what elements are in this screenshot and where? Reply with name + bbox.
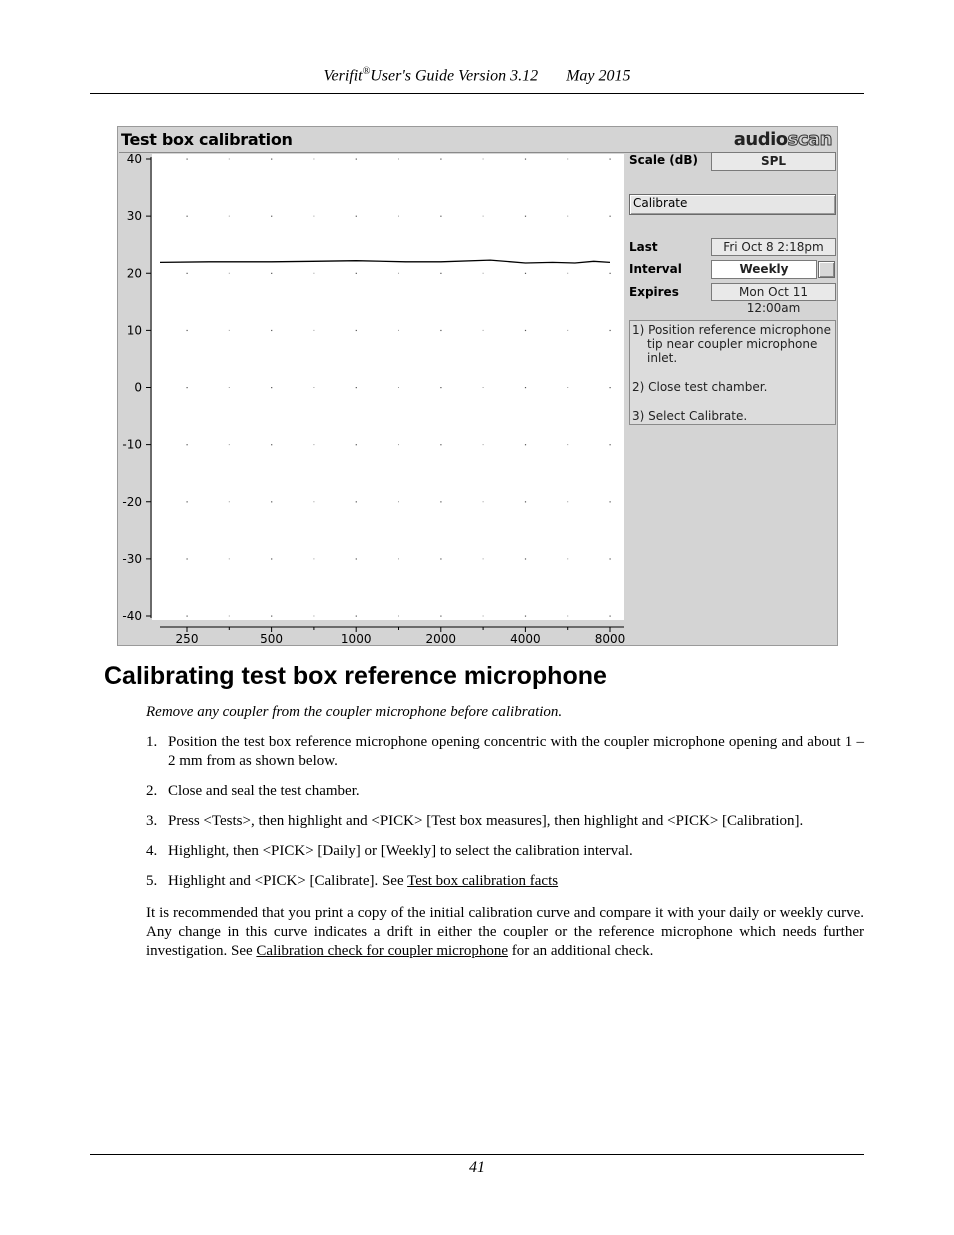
interval-dropdown-button[interactable] bbox=[818, 261, 835, 278]
grid-dot bbox=[187, 273, 188, 274]
last-label: Last bbox=[629, 240, 658, 254]
grid-dot bbox=[187, 387, 188, 388]
grid-dot bbox=[483, 330, 484, 331]
grid-dot bbox=[356, 159, 357, 160]
grid-dot bbox=[187, 159, 188, 160]
grid-dot bbox=[187, 501, 188, 502]
expires-label: Expires bbox=[629, 285, 679, 299]
grid-dot bbox=[610, 558, 611, 559]
x-tick-label: 1000 bbox=[340, 632, 372, 645]
grid-dot bbox=[525, 616, 526, 617]
grid-dot bbox=[313, 159, 314, 160]
grid-dot bbox=[398, 501, 399, 502]
grid-dot bbox=[483, 616, 484, 617]
grid-dot bbox=[610, 273, 611, 274]
header-rule bbox=[90, 93, 864, 94]
section-note: Remove any coupler from the coupler microphone before calibration. bbox=[146, 704, 563, 720]
y-tick-label: -40 bbox=[122, 609, 142, 623]
grid-dot bbox=[229, 558, 230, 559]
grid-dot bbox=[398, 159, 399, 160]
y-tick-label: 0 bbox=[134, 380, 142, 395]
grid-dot bbox=[483, 273, 484, 274]
screen-title: Test box calibration bbox=[121, 130, 293, 149]
grid-dot bbox=[610, 616, 611, 617]
grid-dot bbox=[440, 558, 441, 559]
grid-dot bbox=[567, 616, 568, 617]
grid-dot bbox=[525, 387, 526, 388]
footer-rule bbox=[90, 1154, 864, 1155]
audioscan-logo: audioscan bbox=[733, 129, 832, 150]
grid-dot bbox=[356, 558, 357, 559]
grid-dot bbox=[313, 216, 314, 217]
grid-dot bbox=[187, 616, 188, 617]
grid-dot bbox=[567, 330, 568, 331]
grid-dot bbox=[525, 330, 526, 331]
grid-dot bbox=[313, 501, 314, 502]
grid-dot bbox=[229, 159, 230, 160]
grid-dot bbox=[313, 616, 314, 617]
grid-dot bbox=[398, 616, 399, 617]
grid-dot bbox=[229, 387, 230, 388]
grid-dot bbox=[356, 273, 357, 274]
grid-dot bbox=[271, 159, 272, 160]
grid-dot bbox=[483, 159, 484, 160]
y-tick-label: 20 bbox=[126, 266, 142, 281]
grid-dot bbox=[271, 616, 272, 617]
y-tick-label: -10 bbox=[122, 437, 142, 452]
step-item: 5. Highlight and <PICK> [Calibrate]. See Test box calibration facts bbox=[146, 873, 559, 889]
y-tick-label: -30 bbox=[122, 551, 142, 566]
instruction-1: 1) Position reference microphone tip near coupler microphone inlet. bbox=[632, 323, 831, 365]
step-item: 3. Press <Tests>, then highlight and <PICK> [Test box measures], then highlight and <PICK> [Calibration]. bbox=[146, 813, 804, 829]
grid-dot bbox=[567, 273, 568, 274]
grid-dot bbox=[398, 216, 399, 217]
page-header bbox=[0, 66, 954, 85]
instruction-3: 3) Select Calibrate. bbox=[632, 409, 748, 423]
test-box-calibration-facts-link[interactable]: Test box calibration facts bbox=[407, 873, 559, 889]
grid-dot bbox=[610, 501, 611, 502]
header-date: May 2015 bbox=[566, 67, 631, 85]
grid-dot bbox=[440, 501, 441, 502]
grid-dot bbox=[313, 387, 314, 388]
calibration-check-link[interactable]: Calibration check for coupler microphone bbox=[256, 943, 508, 959]
grid-dot bbox=[525, 558, 526, 559]
grid-dot bbox=[525, 159, 526, 160]
grid-dot bbox=[398, 273, 399, 274]
grid-dot bbox=[271, 387, 272, 388]
interval-select[interactable]: Weekly bbox=[711, 260, 817, 279]
grid-dot bbox=[187, 558, 188, 559]
grid-dot bbox=[398, 387, 399, 388]
last-value-field: Fri Oct 8 2:18pm bbox=[711, 238, 836, 256]
instruction-2: 2) Close test chamber. bbox=[632, 380, 768, 394]
grid-dot bbox=[271, 558, 272, 559]
interval-label: Interval bbox=[629, 262, 682, 276]
grid-dot bbox=[271, 444, 272, 445]
grid-dot bbox=[271, 273, 272, 274]
grid-dot bbox=[567, 387, 568, 388]
grid-dot bbox=[229, 444, 230, 445]
grid-dot bbox=[356, 387, 357, 388]
grid-dot bbox=[440, 616, 441, 617]
section-heading: Calibrating test box reference microphone bbox=[104, 662, 607, 690]
y-tick-label: 10 bbox=[126, 323, 142, 338]
steps-list bbox=[146, 733, 864, 902]
calibrate-button[interactable]: Calibrate bbox=[629, 194, 836, 215]
y-tick-label: 30 bbox=[126, 209, 142, 224]
step-item: 1. Position the test box reference microphone opening concentric with the coupler microphone opening and about 1 – 2 mm from as shown below. bbox=[146, 734, 864, 769]
grid-dot bbox=[229, 330, 230, 331]
x-tick-label: 250 bbox=[175, 632, 199, 645]
grid-dot bbox=[483, 216, 484, 217]
scale-label: Scale (dB) bbox=[629, 153, 698, 167]
grid-dot bbox=[525, 501, 526, 502]
y-tick-label: 40 bbox=[126, 152, 142, 166]
grid-dot bbox=[398, 330, 399, 331]
grid-dot bbox=[313, 330, 314, 331]
grid-dot bbox=[483, 444, 484, 445]
grid-dot bbox=[313, 273, 314, 274]
grid-dot bbox=[187, 330, 188, 331]
scale-value-field[interactable]: SPL bbox=[711, 152, 836, 171]
step-item: 2. Close and seal the test chamber. bbox=[146, 783, 360, 799]
page-number: 41 bbox=[469, 1159, 485, 1176]
grid-dot bbox=[440, 330, 441, 331]
recommendation-paragraph: It is recommended that you print a copy of the initial calibration curve and compare it with your daily or weekly curve. Any change in this curve indicates a drift in either the coupler or the reference microphone which needs further investigation. See Calibration check for coupler microphone for an additional check. bbox=[146, 905, 864, 959]
grid-dot bbox=[483, 558, 484, 559]
instructions-box bbox=[629, 320, 836, 425]
x-tick-label: 500 bbox=[260, 632, 284, 645]
calibration-curve bbox=[160, 260, 610, 263]
grid-dot bbox=[229, 273, 230, 274]
grid-dot bbox=[567, 216, 568, 217]
grid-dot bbox=[610, 387, 611, 388]
expires-value-field: Mon Oct 11 12:00am bbox=[711, 283, 836, 301]
grid-dot bbox=[567, 444, 568, 445]
grid-dot bbox=[356, 444, 357, 445]
grid-dot bbox=[271, 501, 272, 502]
y-tick-label: -20 bbox=[122, 494, 142, 509]
x-tick-label: 8000 bbox=[594, 632, 626, 645]
grid-dot bbox=[440, 216, 441, 217]
grid-dot bbox=[187, 444, 188, 445]
header-guide: User's Guide Version 3.12 bbox=[370, 67, 539, 85]
grid-dot bbox=[610, 216, 611, 217]
grid-dot bbox=[567, 501, 568, 502]
grid-dot bbox=[440, 159, 441, 160]
grid-dot bbox=[356, 501, 357, 502]
grid-dot bbox=[610, 444, 611, 445]
grid-dot bbox=[567, 558, 568, 559]
grid-dot bbox=[483, 501, 484, 502]
grid-dot bbox=[229, 501, 230, 502]
grid-dot bbox=[229, 216, 230, 217]
x-tick-label: 4000 bbox=[510, 632, 541, 645]
grid-dot bbox=[187, 216, 188, 217]
header-registered-mark: ® bbox=[362, 66, 371, 77]
grid-dot bbox=[440, 387, 441, 388]
test-box-calibration-screenshot bbox=[117, 126, 838, 646]
grid-dot bbox=[483, 387, 484, 388]
grid-dot bbox=[610, 330, 611, 331]
grid-dot bbox=[271, 330, 272, 331]
grid-dot bbox=[440, 444, 441, 445]
grid-dot bbox=[398, 444, 399, 445]
x-tick-label: 2000 bbox=[425, 632, 457, 645]
header-product: Verifit bbox=[323, 67, 363, 85]
grid-dot bbox=[567, 159, 568, 160]
grid-dot bbox=[229, 616, 230, 617]
grid-dot bbox=[356, 216, 357, 217]
grid-dot bbox=[356, 616, 357, 617]
grid-dot bbox=[398, 558, 399, 559]
step-item: 4. Highlight, then <PICK> [Daily] or [Weekly] to select the calibration interval. bbox=[146, 843, 633, 859]
grid-dot bbox=[356, 330, 357, 331]
grid-dot bbox=[525, 444, 526, 445]
grid-dot bbox=[313, 558, 314, 559]
grid-dot bbox=[313, 444, 314, 445]
grid-dot bbox=[525, 273, 526, 274]
grid-dot bbox=[271, 216, 272, 217]
grid-dot bbox=[610, 159, 611, 160]
grid-dot bbox=[440, 273, 441, 274]
grid-dot bbox=[525, 216, 526, 217]
